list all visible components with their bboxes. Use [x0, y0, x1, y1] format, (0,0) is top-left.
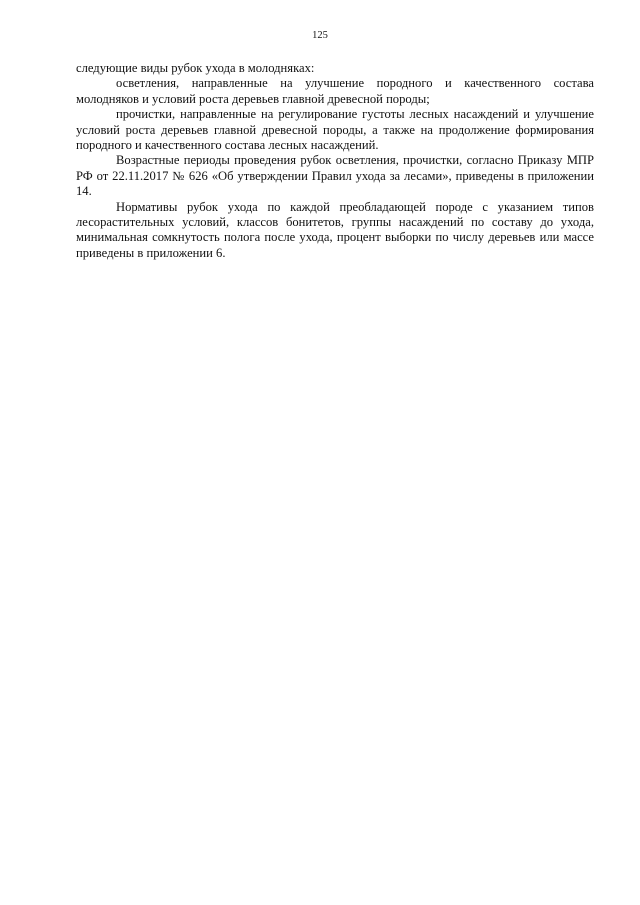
page-number: 125 [312, 30, 328, 41]
document-body [76, 61, 594, 261]
paragraph-prochistki: прочистки, направленные на регулирование густоты лесных насаждений и улучшение условий роста деревьев главной древесной породы, а также на продолжение формирования породного и качественного состава лесных насаждений. [76, 107, 594, 153]
paragraph-age-periods: Возрастные периоды проведения рубок осветления, прочистки, согласно Приказу МПР РФ от 22.11.2017 № 626 «Об утверждении Правил ухода за лесами», приведены в приложении 14. [76, 153, 594, 199]
paragraph-osvetleniya: осветления, направленные на улучшение породного и качественного состава молодняков и условий роста деревьев главной древесной породы; [76, 76, 594, 106]
paragraph-intro: следующие виды рубок ухода в молодняках: [76, 61, 315, 75]
paragraph-standards: Нормативы рубок ухода по каждой преобладающей породе с указанием типов лесорастительных условий, классов бонитетов, группы насаждений по составу до ухода, минимальная сомкнутость полога после ухода, процент выборки по числу деревьев или массе приведены в приложении 6. [76, 199, 594, 260]
